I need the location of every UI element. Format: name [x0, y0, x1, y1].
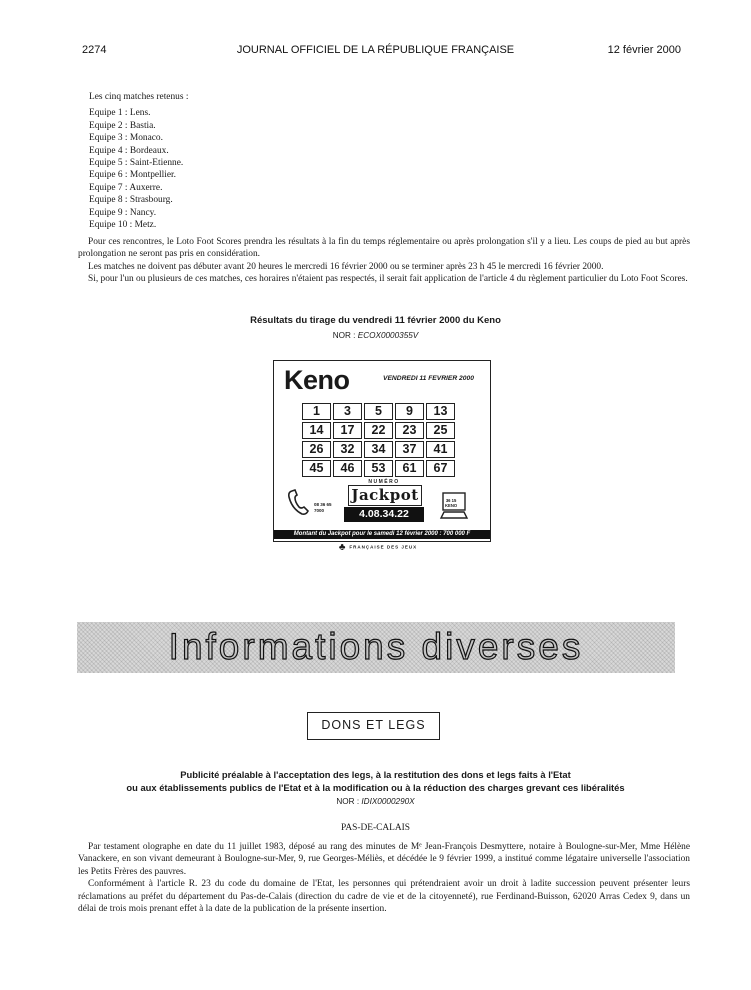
- keno-draw-date: VENDREDI 11 FEVRIER 2000: [383, 375, 474, 382]
- page-number: 2274: [82, 44, 107, 56]
- rules-paragraph: Pour ces rencontres, le Loto Foot Scores prendra les résultats à la fin du temps réglementaire ou après prolongation s'il y a lieu. Les coups de pied au but après prolongation ne seront pas pris en considération.: [78, 237, 690, 260]
- nor-code: ECOX0000355V: [357, 331, 419, 340]
- rules-paragraph: Si, pour l'un ou plusieurs de ces matches, ces horaires n'étaient pas respectés, il serait fait application de l'article 4 du règlement particulier du Loto Foot Scores.: [88, 274, 688, 285]
- keno-ticket: [273, 360, 491, 542]
- keno-number: 1: [302, 403, 331, 420]
- rules-paragraphs: [78, 236, 690, 286]
- department-heading: PAS-DE-CALAIS: [341, 823, 410, 833]
- journal-title: JOURNAL OFFICIEL DE LA RÉPUBLIQUE FRANÇAISE: [236, 44, 515, 56]
- keno-number: 45: [302, 460, 331, 477]
- fdj-logo-text: FRANÇAISE DES JEUX: [349, 544, 418, 550]
- keno-section-title: Résultats du tirage du vendredi 11 février 2000 du Keno: [250, 315, 501, 326]
- keno-number: 53: [364, 460, 393, 477]
- keno-number: 9: [395, 403, 424, 420]
- jackpot-box: [344, 477, 424, 523]
- match-team: Equipe 1 : Lens.: [89, 108, 151, 119]
- match-team: Equipe 9 : Nancy.: [89, 207, 157, 218]
- matches-list: [89, 91, 689, 231]
- match-team: Equipe 5 : Saint-Etienne.: [89, 158, 184, 169]
- section-banner-title: Informations diverses: [168, 626, 584, 667]
- dons-nor: [0, 797, 751, 806]
- keno-number: 46: [333, 460, 362, 477]
- phone-number: [314, 502, 332, 514]
- nor-label: NOR :: [332, 331, 356, 340]
- jackpot-value: 4.08.34.22: [344, 507, 424, 522]
- legs-paragraphs: [78, 841, 690, 915]
- legs-paragraph: Conformément à l'article R. 23 du code du domaine de l'Etat, les personnes qui prétendraient avoir un droit à ladite succession peuvent présenter leurs réclamations au préfet du département du Pas-de-Calais (direction du cadre de vie et de la citoyenneté), rue Ferdinand-Buisson, 62020 Arras Cedex 9, dans un délai de trois mois prenant effet à la date de la publication de la présente insertion.: [78, 879, 690, 915]
- keno-logo: Keno: [284, 365, 350, 395]
- publication-heading-line: ou aux établissements publics de l'Etat et à la modification ou à la réduction des charges grevant ces libéralités: [126, 782, 625, 793]
- keno-number: 22: [364, 422, 393, 439]
- match-team: Equipe 8 : Strasbourg.: [89, 195, 173, 206]
- phone-number-line: 7000: [314, 508, 325, 513]
- clover-icon: ♣: [338, 542, 347, 553]
- keno-number: 23: [395, 422, 424, 439]
- matches-intro: Les cinq matches retenus :: [89, 92, 189, 102]
- dons-et-legs-label: DONS ET LEGS: [321, 718, 426, 732]
- keno-number: 5: [364, 403, 393, 420]
- minitel-code-line: 36 15: [445, 498, 457, 503]
- match-team: Equipe 2 : Bastia.: [89, 120, 156, 131]
- match-team: Equipe 4 : Bordeaux.: [89, 145, 169, 156]
- section-banner: [77, 622, 675, 673]
- minitel-code: [445, 498, 457, 508]
- match-team: Equipe 6 : Montpellier.: [89, 170, 176, 181]
- phone-number-line: 08 36 65: [314, 502, 332, 507]
- publication-heading-line: Publicité préalable à l'acceptation des legs, à la restitution des dons et legs faits à l'Etat: [180, 769, 571, 780]
- minitel-code-line: KENO: [445, 503, 458, 508]
- nor-code: IDIX0000290X: [361, 797, 415, 806]
- keno-number: 14: [302, 422, 331, 439]
- keno-number: 67: [426, 460, 455, 477]
- match-team: Equipe 3 : Monaco.: [89, 133, 163, 144]
- jackpot-amount-banner: Montant du Jackpot pour le samedi 12 février 2000 : 700 000 F: [274, 530, 490, 539]
- jackpot-number-label: NUMÉRO: [368, 479, 400, 485]
- francaise-des-jeux-logo: [270, 542, 486, 553]
- keno-number: 37: [395, 441, 424, 458]
- match-team: Equipe 7 : Auxerre.: [89, 182, 163, 193]
- issue-date: 12 février 2000: [607, 44, 681, 56]
- dons-et-legs-box: [307, 712, 440, 740]
- jackpot-label: Jackpot: [348, 485, 422, 506]
- nor-label: NOR :: [336, 797, 360, 806]
- match-team: Equipe 10 : Metz.: [89, 220, 157, 231]
- keno-number: 17: [333, 422, 362, 439]
- phone-icon: [286, 487, 312, 517]
- keno-number: 13: [426, 403, 455, 420]
- legs-paragraph: Par testament olographe en date du 11 juillet 1983, déposé au rang des minutes de Mᵉ Jean-François Desmyttere, notaire à Boulogne-sur-Mer, Mme Hélène Vanackere, en son vivant demeurant à Boulogne-sur-Mer, 9, rue Georges-Méliès, et décédée le 9 février 1999, a institué comme légataire universelle l'association les Petits Frères des pauvres.: [78, 842, 690, 877]
- keno-number: 32: [333, 441, 362, 458]
- keno-number: 41: [426, 441, 455, 458]
- keno-number: 3: [333, 403, 362, 420]
- keno-number: 25: [426, 422, 455, 439]
- keno-nor: [0, 331, 751, 340]
- rules-paragraph: Les matches ne doivent pas débuter avant 20 heures le mercredi 16 février 2000 ou se terminer après 23 h 45 le mercredi 16 février 2000.: [88, 261, 604, 272]
- keno-number: 34: [364, 441, 393, 458]
- keno-number: 26: [302, 441, 331, 458]
- keno-number: 61: [395, 460, 424, 477]
